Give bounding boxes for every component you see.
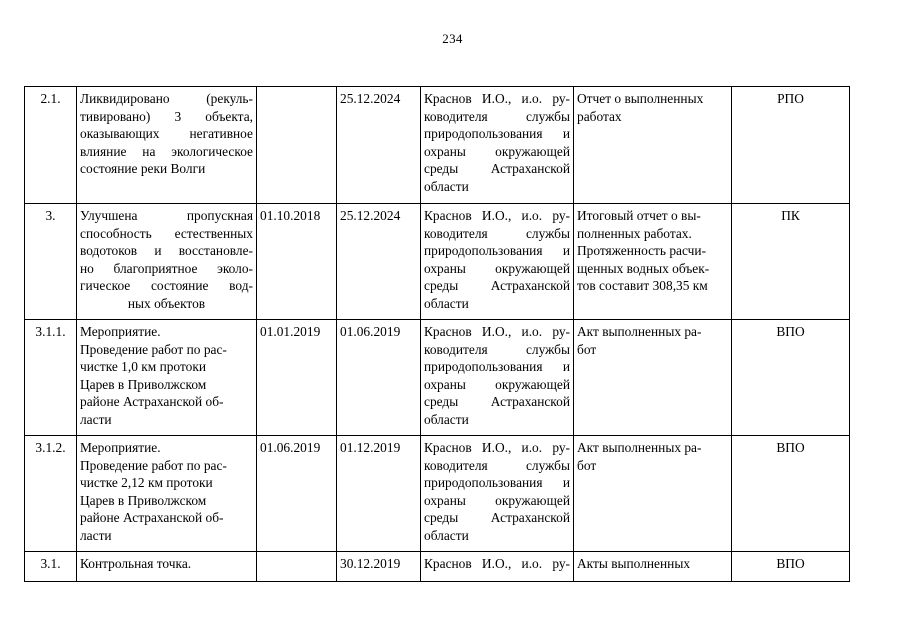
responsible-line: ководителя службы (424, 457, 570, 473)
responsible-line: среды Астраханской (424, 394, 570, 410)
cell-description (77, 204, 257, 320)
cell-code (732, 436, 850, 552)
cell-number (25, 204, 77, 320)
responsible-line: природопользования и (424, 243, 570, 259)
responsible-line: области (424, 178, 469, 194)
description-line: Мероприятие. (80, 324, 161, 339)
description-line: влияние на экологическое (80, 143, 253, 159)
description-line: ласти (80, 411, 112, 427)
description-line: способность естественных (80, 225, 253, 241)
description-line: состояние реки Волги (80, 161, 206, 177)
cell-responsible (421, 552, 574, 582)
responsible-line: природопользования и (424, 475, 570, 491)
cell-responsible (421, 320, 574, 436)
cell-number (25, 552, 77, 582)
plan-table (24, 86, 850, 582)
cell-code (732, 552, 850, 582)
cell-start-date (257, 320, 337, 436)
cell-end-date (337, 320, 421, 436)
responsible-line: среды Астраханской (424, 510, 570, 526)
description-line: но благоприятное эколо- (80, 260, 253, 276)
description-line: Улучшена пропускная (80, 208, 253, 223)
item-number: 3.1. (40, 556, 61, 571)
level-code: РПО (777, 91, 804, 106)
level-code: ВПО (776, 440, 805, 455)
description-line: гическое состояние вод- (80, 278, 253, 294)
description-line: Проведение работ по рас- (80, 341, 227, 357)
responsible-line: охраны окружающей (424, 376, 570, 392)
responsible-line: Краснов И.О., и.о. ру- (424, 91, 570, 106)
description-line: районе Астраханской об- (80, 510, 224, 526)
description-line: Царев в Приволжском (80, 376, 207, 392)
description-line: Царев в Приволжском (80, 492, 207, 508)
cell-end-date (337, 204, 421, 320)
page-number: 234 (442, 31, 463, 46)
cell-end-date (337, 552, 421, 582)
cell-end-date (337, 436, 421, 552)
cell-responsible (421, 204, 574, 320)
responsible-line: области (424, 411, 469, 427)
result-line: полненных работах. (577, 225, 692, 241)
responsible-line: Краснов И.О., и.о. ру- (424, 556, 570, 571)
cell-number (25, 87, 77, 204)
cell-number (25, 320, 77, 436)
result-line: Отчет о выполненных (577, 91, 704, 106)
level-code: ПК (781, 208, 800, 223)
description-line: чистке 2,12 км протоки (80, 475, 213, 491)
cell-code (732, 204, 850, 320)
responsible-line: ководителя службы (424, 108, 570, 124)
responsible-line: охраны окружающей (424, 143, 570, 159)
cell-result (574, 87, 732, 204)
table-body (25, 87, 850, 582)
start-date: 01.01.2019 (260, 324, 321, 339)
level-code: ВПО (776, 324, 805, 339)
responsible-line: среды Астраханской (424, 161, 570, 177)
table-row (25, 87, 850, 204)
cell-start-date (257, 87, 337, 204)
responsible-line: охраны окружающей (424, 260, 570, 276)
start-date: 01.06.2019 (260, 440, 321, 455)
end-date: 25.12.2024 (340, 91, 401, 106)
cell-description (77, 436, 257, 552)
responsible-line: Краснов И.О., и.о. ру- (424, 324, 570, 339)
description-line: Контрольная точка. (80, 556, 192, 571)
end-date: 25.12.2024 (340, 208, 401, 223)
cell-start-date (257, 436, 337, 552)
cell-code (732, 87, 850, 204)
item-number: 3.1.1. (35, 324, 66, 339)
description-line: тивировано) 3 объекта, (80, 108, 253, 124)
cell-result (574, 320, 732, 436)
cell-responsible (421, 87, 574, 204)
result-line: Акт выполненных ра- (577, 440, 702, 455)
result-line: Акты выполненных (577, 556, 691, 571)
responsible-line: ководителя службы (424, 225, 570, 241)
cell-code (732, 320, 850, 436)
responsible-line: среды Астраханской (424, 278, 570, 294)
cell-result (574, 204, 732, 320)
result-line: работах (577, 108, 622, 124)
responsible-line: охраны окружающей (424, 492, 570, 508)
description-line: водотоков и восстановле- (80, 243, 253, 259)
responsible-line: природопользования и (424, 359, 570, 375)
table-row (25, 320, 850, 436)
cell-description (77, 87, 257, 204)
responsible-line: Краснов И.О., и.о. ру- (424, 208, 570, 223)
item-number: 3. (45, 208, 56, 223)
responsible-line: ководителя службы (424, 341, 570, 357)
description-line: ных объектов (127, 295, 206, 311)
end-date: 30.12.2019 (340, 556, 401, 571)
table-row (25, 204, 850, 320)
result-line: тов составит 308,35 км (577, 278, 708, 294)
cell-description (77, 552, 257, 582)
cell-end-date (337, 87, 421, 204)
responsible-line: области (424, 295, 469, 311)
description-line: районе Астраханской об- (80, 394, 224, 410)
result-line: бот (577, 457, 597, 473)
description-line: Ликвидировано (рекуль- (80, 91, 253, 106)
result-line: бот (577, 341, 597, 357)
responsible-line: Краснов И.О., и.о. ру- (424, 440, 570, 455)
description-line: чистке 1,0 км протоки (80, 359, 206, 375)
responsible-line: природопользования и (424, 126, 570, 142)
cell-result (574, 552, 732, 582)
responsible-line: области (424, 527, 469, 543)
cell-start-date (257, 204, 337, 320)
result-line: щенных водных объек- (577, 260, 710, 276)
cell-result (574, 436, 732, 552)
cell-responsible (421, 436, 574, 552)
cell-number (25, 436, 77, 552)
description-line: оказывающих негативное (80, 126, 253, 142)
level-code: ВПО (776, 556, 805, 571)
cell-description (77, 320, 257, 436)
end-date: 01.06.2019 (340, 324, 401, 339)
table-row (25, 552, 850, 582)
description-line: ласти (80, 527, 112, 543)
end-date: 01.12.2019 (340, 440, 401, 455)
result-line: Акт выполненных ра- (577, 324, 702, 339)
table-row (25, 436, 850, 552)
start-date: 01.10.2018 (260, 208, 321, 223)
result-line: Итоговый отчет о вы- (577, 208, 701, 223)
cell-start-date (257, 552, 337, 582)
result-line: Протяженность расчи- (577, 243, 707, 259)
item-number: 3.1.2. (35, 440, 66, 455)
description-line: Проведение работ по рас- (80, 457, 227, 473)
item-number: 2.1. (40, 91, 61, 106)
description-line: Мероприятие. (80, 440, 161, 455)
